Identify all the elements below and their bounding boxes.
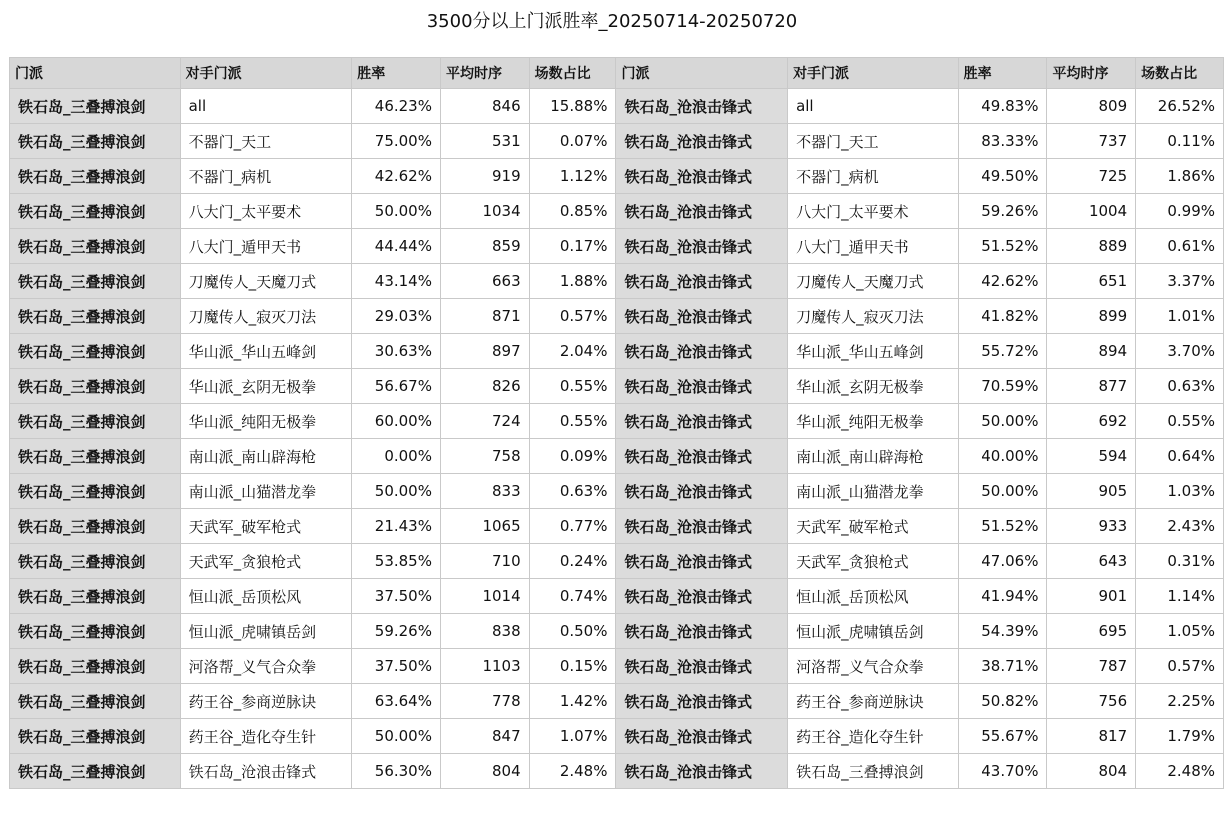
table-row (10, 229, 1224, 264)
share-cell-right[interactable]: 0.57% (1136, 649, 1224, 684)
faction-cell-left[interactable]: 铁石岛_三叠搏浪剑 (10, 509, 181, 544)
avg-time-cell-right[interactable]: 756 (1047, 684, 1136, 719)
header-avg-time-left[interactable]: 平均时序 (440, 58, 529, 89)
win-rate-cell-right[interactable]: 38.71% (958, 649, 1047, 684)
faction-cell-left[interactable]: 铁石岛_三叠搏浪剑 (10, 334, 181, 369)
share-cell-left[interactable]: 1.42% (529, 684, 616, 719)
avg-time-cell-right[interactable]: 643 (1047, 544, 1136, 579)
win-rate-cell-left[interactable]: 37.50% (352, 649, 441, 684)
win-rate-cell-right[interactable]: 42.62% (958, 264, 1047, 299)
table-row (10, 89, 1224, 124)
avg-time-cell-left[interactable]: 838 (440, 614, 529, 649)
share-cell-right[interactable]: 26.52% (1136, 89, 1224, 124)
table-row (10, 579, 1224, 614)
avg-time-cell-right[interactable]: 695 (1047, 614, 1136, 649)
faction-cell-right[interactable]: 铁石岛_沧浪击锋式 (616, 439, 788, 474)
avg-time-cell-left[interactable]: 847 (440, 719, 529, 754)
opponent-cell-right[interactable]: all (788, 89, 959, 124)
faction-cell-right[interactable]: 铁石岛_沧浪击锋式 (616, 684, 788, 719)
opponent-cell-left[interactable]: 药王谷_造化夺生针 (180, 719, 352, 754)
table-row (10, 719, 1224, 754)
share-cell-right[interactable]: 0.64% (1136, 439, 1224, 474)
share-cell-right[interactable]: 1.01% (1136, 299, 1224, 334)
win-rate-cell-left[interactable]: 44.44% (352, 229, 441, 264)
opponent-cell-left[interactable]: 八大门_遁甲天书 (180, 229, 352, 264)
share-cell-right[interactable]: 1.14% (1136, 579, 1224, 614)
win-rate-cell-left[interactable]: 46.23% (352, 89, 441, 124)
win-rate-table (9, 57, 1224, 789)
table-row (10, 299, 1224, 334)
share-cell-left[interactable]: 1.12% (529, 159, 616, 194)
faction-cell-right[interactable]: 铁石岛_沧浪击锋式 (616, 544, 788, 579)
win-rate-cell-right[interactable]: 41.82% (958, 299, 1047, 334)
table-row (10, 404, 1224, 439)
win-rate-cell-right[interactable]: 55.67% (958, 719, 1047, 754)
faction-cell-left[interactable]: 铁石岛_三叠搏浪剑 (10, 229, 181, 264)
avg-time-cell-right[interactable]: 899 (1047, 299, 1136, 334)
faction-cell-left[interactable]: 铁石岛_三叠搏浪剑 (10, 579, 181, 614)
avg-time-cell-left[interactable]: 846 (440, 89, 529, 124)
opponent-cell-right[interactable]: 恒山派_虎啸镇岳剑 (788, 614, 959, 649)
faction-cell-right[interactable]: 铁石岛_沧浪击锋式 (616, 579, 788, 614)
opponent-cell-right[interactable]: 八大门_太平要术 (788, 194, 959, 229)
win-rate-cell-right[interactable]: 51.52% (958, 509, 1047, 544)
avg-time-cell-right[interactable]: 905 (1047, 474, 1136, 509)
share-cell-left[interactable]: 0.07% (529, 124, 616, 159)
avg-time-cell-left[interactable]: 1103 (440, 649, 529, 684)
avg-time-cell-right[interactable]: 737 (1047, 124, 1136, 159)
faction-cell-right[interactable]: 铁石岛_沧浪击锋式 (616, 159, 788, 194)
header-faction-right[interactable]: 门派 (616, 58, 788, 89)
opponent-cell-right[interactable]: 刀魔传人_寂灭刀法 (788, 299, 959, 334)
share-cell-right[interactable]: 1.03% (1136, 474, 1224, 509)
faction-cell-right[interactable]: 铁石岛_沧浪击锋式 (616, 264, 788, 299)
win-rate-cell-left[interactable]: 43.14% (352, 264, 441, 299)
table-row (10, 509, 1224, 544)
avg-time-cell-left[interactable]: 897 (440, 334, 529, 369)
table-row (10, 439, 1224, 474)
win-rate-cell-left[interactable]: 56.67% (352, 369, 441, 404)
table-row (10, 264, 1224, 299)
win-rate-cell-right[interactable]: 41.94% (958, 579, 1047, 614)
opponent-cell-left[interactable]: 刀魔传人_寂灭刀法 (180, 299, 352, 334)
win-rate-cell-right[interactable]: 40.00% (958, 439, 1047, 474)
opponent-cell-left[interactable]: 刀魔传人_天魔刀式 (180, 264, 352, 299)
table-row (10, 649, 1224, 684)
avg-time-cell-left[interactable]: 1034 (440, 194, 529, 229)
share-cell-left[interactable]: 0.15% (529, 649, 616, 684)
avg-time-cell-left[interactable]: 778 (440, 684, 529, 719)
share-cell-left[interactable]: 0.85% (529, 194, 616, 229)
share-cell-left[interactable]: 0.17% (529, 229, 616, 264)
table-row (10, 369, 1224, 404)
opponent-cell-left[interactable]: 河洛帮_义气合众拳 (180, 649, 352, 684)
faction-cell-right[interactable]: 铁石岛_沧浪击锋式 (616, 509, 788, 544)
avg-time-cell-right[interactable]: 809 (1047, 89, 1136, 124)
faction-cell-left[interactable]: 铁石岛_三叠搏浪剑 (10, 649, 181, 684)
avg-time-cell-left[interactable]: 804 (440, 754, 529, 789)
table-row (10, 614, 1224, 649)
table-row (10, 544, 1224, 579)
win-rate-cell-left[interactable]: 42.62% (352, 159, 441, 194)
faction-cell-right[interactable]: 铁石岛_沧浪击锋式 (616, 124, 788, 159)
share-cell-left[interactable]: 1.88% (529, 264, 616, 299)
share-cell-left[interactable]: 0.55% (529, 369, 616, 404)
opponent-cell-left[interactable]: 铁石岛_沧浪击锋式 (180, 754, 352, 789)
faction-cell-left[interactable]: 铁石岛_三叠搏浪剑 (10, 159, 181, 194)
faction-cell-left[interactable]: 铁石岛_三叠搏浪剑 (10, 299, 181, 334)
faction-cell-left[interactable]: 铁石岛_三叠搏浪剑 (10, 264, 181, 299)
share-cell-right[interactable]: 1.86% (1136, 159, 1224, 194)
win-rate-cell-right[interactable]: 55.72% (958, 334, 1047, 369)
win-rate-cell-right[interactable]: 83.33% (958, 124, 1047, 159)
share-cell-left[interactable]: 0.57% (529, 299, 616, 334)
share-cell-right[interactable]: 0.55% (1136, 404, 1224, 439)
share-cell-right[interactable]: 0.61% (1136, 229, 1224, 264)
faction-cell-left[interactable]: 铁石岛_三叠搏浪剑 (10, 439, 181, 474)
avg-time-cell-left[interactable]: 663 (440, 264, 529, 299)
opponent-cell-left[interactable]: 八大门_太平要术 (180, 194, 352, 229)
avg-time-cell-right[interactable]: 594 (1047, 439, 1136, 474)
faction-cell-left[interactable]: 铁石岛_三叠搏浪剑 (10, 719, 181, 754)
opponent-cell-left[interactable]: 恒山派_虎啸镇岳剑 (180, 614, 352, 649)
header-win-rate-right[interactable]: 胜率 (958, 58, 1047, 89)
avg-time-cell-right[interactable]: 877 (1047, 369, 1136, 404)
opponent-cell-left[interactable]: 华山派_华山五峰剑 (180, 334, 352, 369)
share-cell-right[interactable]: 1.79% (1136, 719, 1224, 754)
share-cell-right[interactable]: 1.05% (1136, 614, 1224, 649)
faction-cell-left[interactable]: 铁石岛_三叠搏浪剑 (10, 369, 181, 404)
win-rate-cell-right[interactable]: 70.59% (958, 369, 1047, 404)
opponent-cell-left[interactable]: 南山派_南山辟海枪 (180, 439, 352, 474)
header-share-left[interactable]: 场数占比 (529, 58, 616, 89)
table-row (10, 754, 1224, 789)
faction-cell-right[interactable]: 铁石岛_沧浪击锋式 (616, 754, 788, 789)
faction-cell-right[interactable]: 铁石岛_沧浪击锋式 (616, 719, 788, 754)
avg-time-cell-left[interactable]: 833 (440, 474, 529, 509)
win-rate-cell-left[interactable]: 50.00% (352, 194, 441, 229)
faction-cell-right[interactable]: 铁石岛_沧浪击锋式 (616, 404, 788, 439)
header-opponent-right[interactable]: 对手门派 (788, 58, 959, 89)
win-rate-cell-left[interactable]: 53.85% (352, 544, 441, 579)
header-share-right[interactable]: 场数占比 (1136, 58, 1224, 89)
share-cell-right[interactable]: 0.99% (1136, 194, 1224, 229)
opponent-cell-right[interactable]: 华山派_玄阴无极拳 (788, 369, 959, 404)
avg-time-cell-left[interactable]: 724 (440, 404, 529, 439)
opponent-cell-left[interactable]: 恒山派_岳顶松风 (180, 579, 352, 614)
opponent-cell-left[interactable]: 不器门_天工 (180, 124, 352, 159)
opponent-cell-right[interactable]: 不器门_病机 (788, 159, 959, 194)
win-rate-cell-left[interactable]: 56.30% (352, 754, 441, 789)
win-rate-cell-left[interactable]: 30.63% (352, 334, 441, 369)
avg-time-cell-left[interactable]: 919 (440, 159, 529, 194)
share-cell-right[interactable]: 2.48% (1136, 754, 1224, 789)
win-rate-cell-left[interactable]: 29.03% (352, 299, 441, 334)
avg-time-cell-right[interactable]: 817 (1047, 719, 1136, 754)
faction-cell-right[interactable]: 铁石岛_沧浪击锋式 (616, 299, 788, 334)
sheet-title: 3500分以上门派胜率_20250714-20250720 (426, 11, 798, 32)
header-win-rate-left[interactable]: 胜率 (352, 58, 441, 89)
share-cell-left[interactable]: 0.24% (529, 544, 616, 579)
win-rate-cell-right[interactable]: 59.26% (958, 194, 1047, 229)
header-avg-time-right[interactable]: 平均时序 (1047, 58, 1136, 89)
avg-time-cell-left[interactable]: 710 (440, 544, 529, 579)
faction-cell-left[interactable]: 铁石岛_三叠搏浪剑 (10, 404, 181, 439)
table-row (10, 124, 1224, 159)
opponent-cell-left[interactable]: 药王谷_参商逆脉诀 (180, 684, 352, 719)
opponent-cell-right[interactable]: 刀魔传人_天魔刀式 (788, 264, 959, 299)
share-cell-right[interactable]: 2.43% (1136, 509, 1224, 544)
faction-cell-right[interactable]: 铁石岛_沧浪击锋式 (616, 614, 788, 649)
win-rate-cell-left[interactable]: 63.64% (352, 684, 441, 719)
win-rate-cell-left[interactable]: 59.26% (352, 614, 441, 649)
avg-time-cell-right[interactable]: 1004 (1047, 194, 1136, 229)
avg-time-cell-right[interactable]: 725 (1047, 159, 1136, 194)
share-cell-left[interactable]: 0.63% (529, 474, 616, 509)
avg-time-cell-right[interactable]: 651 (1047, 264, 1136, 299)
avg-time-cell-left[interactable]: 1065 (440, 509, 529, 544)
opponent-cell-left[interactable]: 华山派_玄阴无极拳 (180, 369, 352, 404)
table-body (10, 89, 1224, 789)
faction-cell-left[interactable]: 铁石岛_三叠搏浪剑 (10, 474, 181, 509)
win-rate-cell-left[interactable]: 50.00% (352, 474, 441, 509)
faction-cell-right[interactable]: 铁石岛_沧浪击锋式 (616, 369, 788, 404)
avg-time-cell-right[interactable]: 692 (1047, 404, 1136, 439)
faction-cell-right[interactable]: 铁石岛_沧浪击锋式 (616, 334, 788, 369)
win-rate-cell-right[interactable]: 49.50% (958, 159, 1047, 194)
share-cell-left[interactable]: 0.50% (529, 614, 616, 649)
faction-cell-left[interactable]: 铁石岛_三叠搏浪剑 (10, 544, 181, 579)
avg-time-cell-left[interactable]: 758 (440, 439, 529, 474)
opponent-cell-right[interactable]: 八大门_遁甲天书 (788, 229, 959, 264)
faction-cell-left[interactable]: 铁石岛_三叠搏浪剑 (10, 684, 181, 719)
avg-time-cell-right[interactable]: 889 (1047, 229, 1136, 264)
win-rate-cell-right[interactable]: 47.06% (958, 544, 1047, 579)
opponent-cell-right[interactable]: 南山派_山猫潜龙拳 (788, 474, 959, 509)
opponent-cell-left[interactable]: 天武军_贪狼枪式 (180, 544, 352, 579)
opponent-cell-left[interactable]: 不器门_病机 (180, 159, 352, 194)
share-cell-right[interactable]: 3.70% (1136, 334, 1224, 369)
win-rate-cell-right[interactable]: 54.39% (958, 614, 1047, 649)
opponent-cell-right[interactable]: 恒山派_岳顶松风 (788, 579, 959, 614)
share-cell-left[interactable]: 0.55% (529, 404, 616, 439)
win-rate-cell-right[interactable]: 50.00% (958, 404, 1047, 439)
share-cell-left[interactable]: 2.48% (529, 754, 616, 789)
avg-time-cell-left[interactable]: 859 (440, 229, 529, 264)
avg-time-cell-left[interactable]: 826 (440, 369, 529, 404)
win-rate-cell-right[interactable]: 50.00% (958, 474, 1047, 509)
win-rate-cell-right[interactable]: 49.83% (958, 89, 1047, 124)
faction-cell-right[interactable]: 铁石岛_沧浪击锋式 (616, 649, 788, 684)
opponent-cell-right[interactable]: 河洛帮_义气合众拳 (788, 649, 959, 684)
share-cell-left[interactable]: 0.09% (529, 439, 616, 474)
share-cell-right[interactable]: 2.25% (1136, 684, 1224, 719)
share-cell-left[interactable]: 0.74% (529, 579, 616, 614)
table-row (10, 474, 1224, 509)
faction-cell-right[interactable]: 铁石岛_沧浪击锋式 (616, 474, 788, 509)
avg-time-cell-right[interactable]: 787 (1047, 649, 1136, 684)
avg-time-cell-left[interactable]: 531 (440, 124, 529, 159)
share-cell-left[interactable]: 1.07% (529, 719, 616, 754)
share-cell-left[interactable]: 0.77% (529, 509, 616, 544)
win-rate-cell-left[interactable]: 50.00% (352, 719, 441, 754)
avg-time-cell-right[interactable]: 933 (1047, 509, 1136, 544)
opponent-cell-right[interactable]: 南山派_南山辟海枪 (788, 439, 959, 474)
opponent-cell-left[interactable]: 天武军_破军枪式 (180, 509, 352, 544)
avg-time-cell-right[interactable]: 804 (1047, 754, 1136, 789)
share-cell-left[interactable]: 15.88% (529, 89, 616, 124)
opponent-cell-right[interactable]: 药王谷_造化夺生针 (788, 719, 959, 754)
table-row (10, 684, 1224, 719)
avg-time-cell-left[interactable]: 871 (440, 299, 529, 334)
opponent-cell-right[interactable]: 不器门_天工 (788, 124, 959, 159)
header-opponent-left[interactable]: 对手门派 (180, 58, 352, 89)
win-rate-cell-right[interactable]: 51.52% (958, 229, 1047, 264)
faction-cell-left[interactable]: 铁石岛_三叠搏浪剑 (10, 124, 181, 159)
opponent-cell-left[interactable]: 南山派_山猫潜龙拳 (180, 474, 352, 509)
opponent-cell-right[interactable]: 药王谷_参商逆脉诀 (788, 684, 959, 719)
header-row (10, 58, 1224, 89)
table-row (10, 159, 1224, 194)
avg-time-cell-right[interactable]: 901 (1047, 579, 1136, 614)
share-cell-right[interactable]: 0.31% (1136, 544, 1224, 579)
faction-cell-right[interactable]: 铁石岛_沧浪击锋式 (616, 194, 788, 229)
faction-cell-right[interactable]: 铁石岛_沧浪击锋式 (616, 229, 788, 264)
opponent-cell-right[interactable]: 华山派_纯阳无极拳 (788, 404, 959, 439)
faction-cell-left[interactable]: 铁石岛_三叠搏浪剑 (10, 614, 181, 649)
header-faction-left[interactable]: 门派 (10, 58, 181, 89)
win-rate-cell-left[interactable]: 21.43% (352, 509, 441, 544)
opponent-cell-right[interactable]: 铁石岛_三叠搏浪剑 (788, 754, 959, 789)
table-row (10, 194, 1224, 229)
faction-cell-left[interactable]: 铁石岛_三叠搏浪剑 (10, 194, 181, 229)
opponent-cell-left[interactable]: all (180, 89, 352, 124)
faction-cell-left[interactable]: 铁石岛_三叠搏浪剑 (10, 89, 181, 124)
opponent-cell-right[interactable]: 天武军_破军枪式 (788, 509, 959, 544)
share-cell-left[interactable]: 2.04% (529, 334, 616, 369)
table-row (10, 334, 1224, 369)
avg-time-cell-left[interactable]: 1014 (440, 579, 529, 614)
share-cell-right[interactable]: 0.11% (1136, 124, 1224, 159)
opponent-cell-right[interactable]: 天武军_贪狼枪式 (788, 544, 959, 579)
share-cell-right[interactable]: 0.63% (1136, 369, 1224, 404)
win-rate-cell-left[interactable]: 0.00% (352, 439, 441, 474)
win-rate-cell-right[interactable]: 43.70% (958, 754, 1047, 789)
avg-time-cell-right[interactable]: 894 (1047, 334, 1136, 369)
share-cell-right[interactable]: 3.37% (1136, 264, 1224, 299)
faction-cell-left[interactable]: 铁石岛_三叠搏浪剑 (10, 754, 181, 789)
win-rate-cell-left[interactable]: 60.00% (352, 404, 441, 439)
win-rate-cell-left[interactable]: 75.00% (352, 124, 441, 159)
win-rate-cell-right[interactable]: 50.82% (958, 684, 1047, 719)
win-rate-cell-left[interactable]: 37.50% (352, 579, 441, 614)
faction-cell-right[interactable]: 铁石岛_沧浪击锋式 (616, 89, 788, 124)
opponent-cell-left[interactable]: 华山派_纯阳无极拳 (180, 404, 352, 439)
opponent-cell-right[interactable]: 华山派_华山五峰剑 (788, 334, 959, 369)
